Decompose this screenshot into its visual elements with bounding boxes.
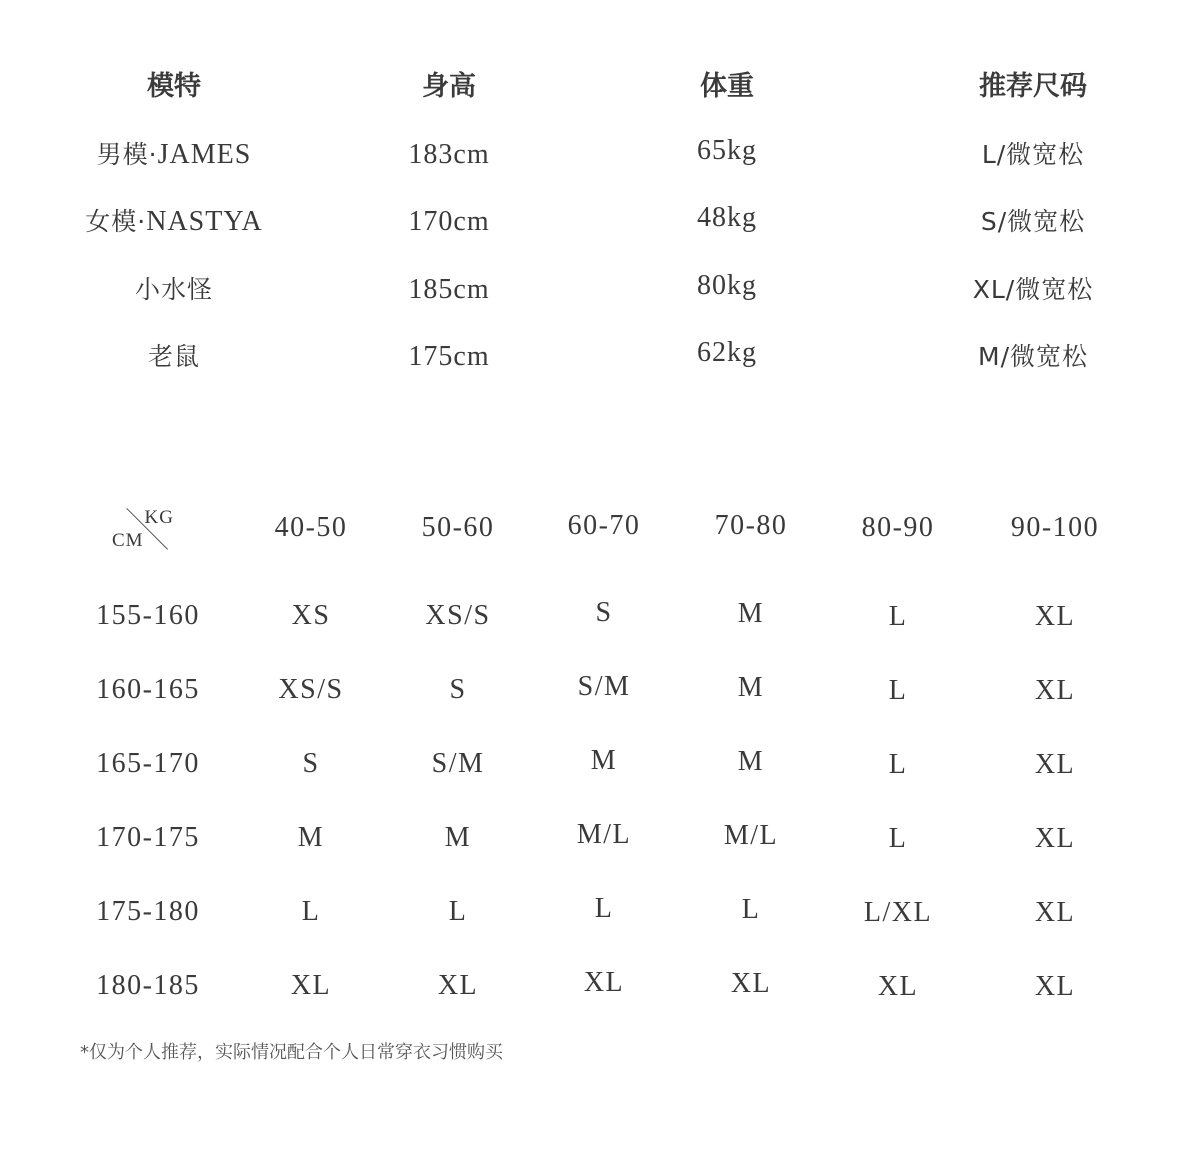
weight-range-header: 70-80 xyxy=(714,510,788,541)
size-row xyxy=(0,808,1200,868)
size-cell: XS/S xyxy=(425,600,491,631)
size-cell: XL xyxy=(1034,675,1076,706)
model-size: L/微宽松 xyxy=(981,140,1085,169)
size-cell: XS xyxy=(291,600,331,631)
weight-header-row xyxy=(0,498,1200,558)
size-cell: XL xyxy=(1034,601,1076,632)
model-weight: 48kg xyxy=(697,202,757,233)
size-cell: M xyxy=(737,746,765,777)
model-row xyxy=(0,192,1200,252)
header-recommended-size: 推荐尺码 xyxy=(979,71,1087,102)
model-name: 老鼠 xyxy=(147,342,200,371)
size-cell: L xyxy=(448,896,468,927)
model-table-header xyxy=(0,57,1200,117)
size-cell: M xyxy=(590,745,618,776)
model-height: 185cm xyxy=(408,274,490,305)
size-cell: XL xyxy=(877,971,919,1002)
weight-range-header: 60-70 xyxy=(567,510,641,541)
size-cell: XS/S xyxy=(278,674,344,705)
size-cell: XL xyxy=(1034,971,1076,1002)
size-cell: M/L xyxy=(576,819,632,850)
size-cell: M/L xyxy=(723,820,779,851)
size-cell: L xyxy=(741,894,761,925)
model-weight: 65kg xyxy=(697,135,757,166)
recommendation-footnote: *仅为个人推荐，实际情况配合个人日常穿衣习惯购买 xyxy=(80,1042,503,1063)
model-size: M/微宽松 xyxy=(978,342,1088,371)
size-cell: S xyxy=(595,597,613,628)
size-cell: M xyxy=(444,822,472,853)
model-name: 小水怪 xyxy=(134,275,213,304)
height-range: 180-185 xyxy=(96,970,200,1001)
size-cell: XL xyxy=(437,970,479,1001)
size-cell: XL xyxy=(290,970,332,1001)
model-height: 183cm xyxy=(408,139,490,170)
size-cell: L xyxy=(888,601,908,632)
height-range: 165-170 xyxy=(96,748,200,779)
size-cell: M xyxy=(737,598,765,629)
weight-range-header: 40-50 xyxy=(274,512,348,543)
size-row xyxy=(0,660,1200,720)
corner-kg-label: KG xyxy=(144,507,174,528)
size-row xyxy=(0,734,1200,794)
size-cell: S xyxy=(302,748,320,779)
size-cell: XL xyxy=(1034,749,1076,780)
size-cell: S xyxy=(449,674,467,705)
header-weight: 体重 xyxy=(700,71,754,102)
size-cell: XL xyxy=(1034,897,1076,928)
model-row xyxy=(0,125,1200,185)
height-range: 160-165 xyxy=(96,674,200,705)
size-cell: M xyxy=(737,672,765,703)
weight-range-header: 50-60 xyxy=(421,512,495,543)
header-height: 身高 xyxy=(422,71,476,102)
size-cell: L/XL xyxy=(863,897,933,928)
size-cell: M xyxy=(297,822,325,853)
size-row xyxy=(0,586,1200,646)
height-range: 170-175 xyxy=(96,822,200,853)
size-row xyxy=(0,956,1200,1016)
model-row xyxy=(0,327,1200,387)
size-cell: XL xyxy=(583,967,625,998)
size-row xyxy=(0,882,1200,942)
corner-cm-label: CM xyxy=(112,530,144,551)
height-range: 155-160 xyxy=(96,600,200,631)
model-weight: 62kg xyxy=(697,337,757,368)
weight-range-header: 80-90 xyxy=(861,512,935,543)
size-cell: S/M xyxy=(577,671,631,702)
header-model: 模特 xyxy=(147,71,201,102)
model-name: 女模·NASTYA xyxy=(85,206,263,237)
size-cell: L xyxy=(888,675,908,706)
model-name: 男模·JAMES xyxy=(96,139,252,170)
model-size: S/微宽松 xyxy=(980,207,1086,236)
size-cell: XL xyxy=(1034,823,1076,854)
size-cell: L xyxy=(301,896,321,927)
model-height: 175cm xyxy=(408,341,490,372)
model-weight: 80kg xyxy=(697,270,757,301)
size-cell: S/M xyxy=(431,748,485,779)
model-row xyxy=(0,260,1200,320)
size-cell: L xyxy=(888,749,908,780)
weight-range-header: 90-100 xyxy=(1010,512,1100,543)
size-cell: XL xyxy=(730,968,772,999)
model-size: XL/微宽松 xyxy=(972,275,1094,304)
model-height: 170cm xyxy=(408,206,490,237)
size-cell: L xyxy=(888,823,908,854)
height-range: 175-180 xyxy=(96,896,200,927)
size-cell: L xyxy=(594,893,614,924)
